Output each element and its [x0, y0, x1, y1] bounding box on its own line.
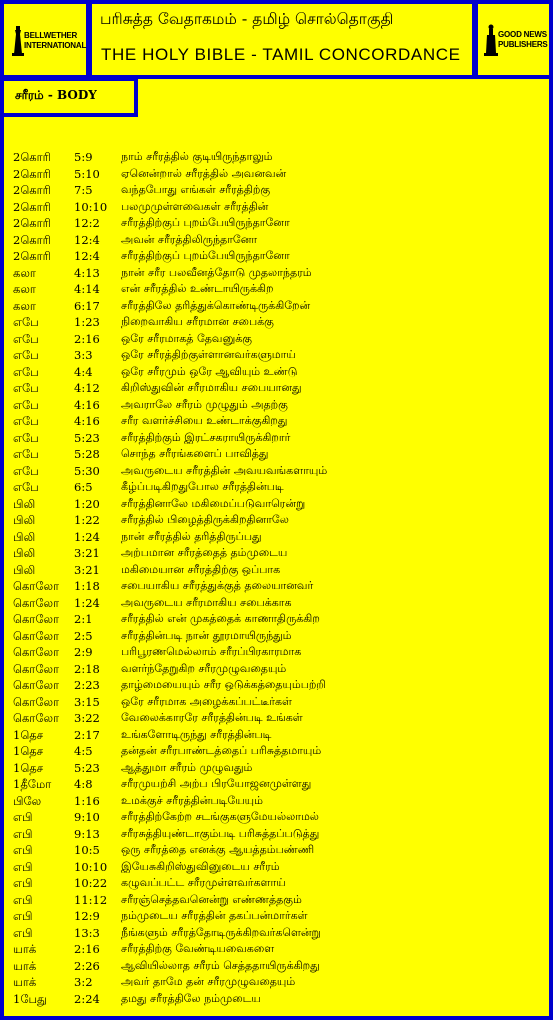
entry-text: வந்தபோது எங்கள் சரீரத்திற்கு: [121, 183, 271, 196]
entry-text: சரீரஞ்செத்தவனென்று எண்ணத்தகும்: [121, 892, 302, 906]
entry-text: சரீரத்தில் என் முகத்தைக் காணாதிருக்கிற: [121, 612, 320, 625]
bellwether-logo: [12, 26, 86, 56]
entry-reference: 2:1: [74, 612, 93, 626]
entry-reference: 4:16: [74, 397, 100, 412]
entry-text: நாம் சரீரத்தில் குடியிருந்தாலும்: [121, 150, 273, 163]
entry-text: அவருடைய சரீரமாகிய சபைக்காக: [121, 595, 292, 609]
entry-reference: 4:13: [74, 265, 100, 280]
entry-reference: 5:9: [74, 150, 93, 164]
entry-text: நம்முடைய சரீரத்தின் தகப்பன்மார்கள்: [121, 909, 308, 922]
entry-text: சரீரமுயற்சி அற்ப பிரயோஜனமுள்ளது: [121, 777, 312, 790]
entry-book: பிலி: [13, 546, 36, 560]
entry-book: எபே: [13, 480, 39, 494]
entry-text: தன்தன் சரீரபாண்டத்தைப் பரிசுத்தமாயும்: [121, 744, 322, 757]
entry-book: யாக்: [13, 958, 37, 973]
entry-reference: 1:18: [74, 579, 100, 593]
entry-text: ஒரு சரீரத்தை எனக்கு ஆயத்தம்பண்ணி: [121, 843, 315, 856]
entry-reference: 1:16: [74, 793, 100, 808]
entry-book: எபி: [13, 859, 33, 874]
entry-reference: 3:21: [74, 546, 100, 560]
entry-text: கழுவப்பட்ட சரீரமுள்ளவர்களாய்: [121, 876, 286, 889]
section-label: சரீரம் - BODY: [15, 88, 97, 102]
entry-book: பிலே: [13, 793, 42, 808]
publisher-left-line-2: INTERNATIONAL: [24, 41, 87, 50]
entry-reference: 3:2: [74, 975, 93, 989]
entry-reference: 5:28: [74, 447, 100, 461]
entry-text: நிறைவாகிய சரீரமான சபைக்கு: [121, 315, 274, 328]
entry-text: சரீரத்தினாலே மகிமைப்படுவாரென்று: [121, 496, 306, 510]
entry-text: சரீரத்திலே தரித்துக்கொண்டிருக்கிறேன்: [121, 298, 311, 312]
entry-reference: 11:12: [74, 892, 108, 907]
entry-reference: 12:4: [74, 232, 100, 247]
entry-reference: 1:20: [74, 496, 100, 511]
entry-book: கொலோ: [13, 661, 60, 676]
entry-book: பிலி: [13, 562, 36, 577]
entry-text: என் சரீரத்தில் உண்டாயிருக்கிற: [121, 282, 274, 295]
entry-text: சரீரத்திற்குப் புறம்பேயிருந்தானோ: [121, 249, 290, 262]
entry-book: எபி: [13, 810, 33, 824]
entry-book: 1தெச: [13, 727, 44, 742]
entry-text: சரீரத்தின்படி நான் தூரமாயிருந்தும்: [121, 628, 292, 642]
entry-reference: 4:14: [74, 282, 100, 296]
entry-reference: 4:8: [74, 777, 93, 791]
entry-text: ஒரே சரீரமும் ஒரே ஆவியும் உண்டு: [121, 364, 298, 378]
entry-reference: 10:10: [74, 859, 108, 874]
entry-text: சரீரத்தில் பிழைத்திருக்கிறதினாலே: [121, 513, 289, 526]
publisher-right-line-1: GOOD NEWS: [498, 30, 547, 39]
entry-text: ஆத்துமா சரீரம் முழுவதும்: [121, 760, 253, 774]
publisher-right-line-2: PUBLISHERS: [498, 40, 548, 49]
entry-book: யாக்: [13, 975, 37, 989]
publisher-left-line-1: BELLWETHER: [24, 31, 78, 40]
entry-book: எபே: [13, 430, 39, 445]
entry-reference: 2:24: [74, 991, 100, 1006]
entry-book: கொலோ: [13, 579, 60, 593]
entry-text: ஒரே சரீரமாகத் தேவனுக்கு: [121, 331, 252, 345]
entry-book: கலா: [13, 265, 36, 280]
entry-book: கொலோ: [13, 678, 60, 692]
entry-text: நான் சரீர பலவீனத்தோடு முதலாந்தரம்: [121, 265, 312, 279]
entry-reference: 3:22: [74, 711, 100, 725]
entry-book: 1தெச: [13, 744, 44, 758]
entry-text: அவராலே சரீரம் முழுதும் அதற்கு: [121, 397, 288, 411]
entry-book: கொலோ: [13, 628, 60, 643]
entry-book: எபே: [13, 348, 39, 362]
entry-book: எபே: [13, 397, 39, 412]
entry-reference: 1:24: [74, 529, 100, 544]
entry-reference: 7:5: [74, 183, 93, 197]
entry-reference: 2:17: [74, 727, 100, 742]
entry-reference: 2:9: [74, 645, 93, 659]
entry-text: ஆவியில்லாத சரீரம் செத்ததாயிருக்கிறது: [121, 958, 320, 972]
entry-book: எபே: [13, 364, 39, 379]
entry-book: கொலோ: [13, 595, 60, 610]
entry-text: ஒரே சரீரத்திற்குள்ளானவர்களுமாய்: [121, 348, 296, 361]
entry-reference: 12:2: [74, 216, 100, 230]
entry-reference: 5:30: [74, 463, 100, 478]
entry-book: எபி: [13, 892, 33, 907]
entry-reference: 13:3: [74, 925, 100, 940]
entry-book: எபே: [13, 331, 39, 346]
entry-text: சரீரத்திற்கும் இரட்சகராயிருக்கிறார்: [121, 430, 291, 444]
entry-book: எபி: [13, 876, 33, 890]
lamp-icon: [484, 24, 498, 56]
entry-reference: 2:18: [74, 661, 100, 676]
entry-reference: 3:21: [74, 562, 100, 577]
entry-reference: 1:23: [74, 315, 100, 329]
entry-text: கீழ்ப்படிகிறதுபோல சரீரத்தின்படி: [121, 480, 284, 493]
entry-reference: 10:22: [74, 876, 108, 890]
entry-text: சரீரத்திற்கு வேண்டியவைகளை: [121, 942, 275, 955]
entry-text: நீங்களும் சரீரத்தோடிருக்கிறவர்களென்று: [121, 925, 321, 939]
entry-book: எபே: [13, 463, 39, 478]
entry-book: 2கொரி: [13, 183, 51, 197]
entry-book: கொலோ: [13, 711, 60, 725]
entry-text: சபையாகிய சரீரத்துக்குத் தலையானவர்: [121, 579, 314, 592]
entry-reference: 3:3: [74, 348, 93, 362]
entry-text: அவருடைய சரீரத்தின் அவயவங்களாயும்: [121, 463, 328, 477]
entry-text: பலமுமுள்ளவைகள் சரீரத்தின்: [121, 199, 269, 213]
entry-reference: 2:16: [74, 331, 100, 346]
lighthouse-icon: [12, 26, 24, 56]
entry-text: தாழ்மையையும் சரீர ஒடுக்கத்தையும்பற்றி: [121, 678, 326, 691]
entry-book: எபே: [13, 447, 39, 461]
entry-reference: 2:23: [74, 678, 100, 692]
title-tamil: பரிசுத்த வேதாகமம் - தமிழ் சொல்தொகுதி: [100, 10, 394, 28]
entry-text: சரீர வளர்ச்சியை உண்டாக்குகிறது: [121, 414, 288, 427]
entry-text: வேலைக்காரரே சரீரத்தின்படி உங்கள்: [121, 711, 303, 724]
entry-book: எபி: [13, 843, 33, 857]
entry-book: 2கொரி: [13, 232, 51, 247]
entry-book: 2கொரி: [13, 199, 51, 214]
entry-reference: 6:17: [74, 298, 100, 313]
entry-book: எபி: [13, 925, 33, 940]
entry-book: எபே: [13, 381, 39, 395]
entry-text: சரீரத்திற்குப் புறம்பேயிருந்தானோ: [121, 216, 290, 229]
entry-book: கொலோ: [13, 694, 60, 709]
entry-book: 1பேது: [13, 991, 48, 1006]
entry-text: கிறிஸ்துவின் சரீரமாகிய சபையானது: [121, 381, 302, 394]
entry-book: பிலி: [13, 496, 36, 511]
entry-reference: 2:5: [74, 628, 93, 643]
entry-text: அவன் சரீரத்திலிருந்தானோ: [121, 232, 258, 246]
entry-text: தமது சரீரத்திலே நம்முடைய: [121, 991, 261, 1005]
entry-reference: 6:5: [74, 480, 93, 494]
entry-text: பரிபூரணமெல்லாம் சரீரப்பிரகாரமாக: [121, 645, 302, 658]
entry-reference: 4:5: [74, 744, 93, 758]
entry-book: எபே: [13, 414, 39, 428]
entry-book: எபி: [13, 909, 33, 923]
entry-reference: 4:16: [74, 414, 100, 428]
entry-book: 2கொரி: [13, 216, 51, 230]
entry-text: மகிமையான சரீரத்திற்கு ஒப்பாக: [121, 562, 281, 576]
entry-reference: 9:13: [74, 826, 100, 841]
entry-reference: 12:4: [74, 249, 100, 263]
entry-text: அற்பமான சரீரத்தைத் தம்முடைய: [121, 546, 288, 559]
entry-text: சரீரசுத்தியுண்டாகும்படி பரிசுத்தப்படுத்து: [121, 826, 320, 840]
entry-book: கொலோ: [13, 645, 60, 659]
entry-text: இயேசுகிறிஸ்துவினுடைய சரீரம்: [121, 859, 280, 873]
entry-reference: 1:22: [74, 513, 100, 527]
entry-reference: 4:12: [74, 381, 100, 395]
entry-book: பிலி: [13, 513, 36, 527]
entry-reference: 5:23: [74, 430, 100, 445]
entry-reference: 5:23: [74, 760, 100, 775]
entry-book: கொலோ: [13, 612, 60, 626]
entry-book: பிலி: [13, 529, 36, 544]
entry-reference: 2:26: [74, 958, 100, 973]
entry-text: சொந்த சரீரங்களைப் பாவித்து: [121, 447, 269, 460]
entry-reference: 3:15: [74, 694, 100, 709]
entry-book: எபே: [13, 315, 39, 329]
entry-text: சரீரத்திற்கேற்ற சடங்குகளுமேயல்லாமல்: [121, 810, 319, 823]
entry-text: ஏனென்றால் சரீரத்தில் அவனவன்: [121, 166, 287, 180]
entry-reference: 10:5: [74, 843, 100, 857]
entry-reference: 2:16: [74, 942, 100, 956]
entry-reference: 12:9: [74, 909, 100, 923]
entry-book: கலா: [13, 298, 36, 313]
entry-reference: 4:4: [74, 364, 93, 379]
entry-reference: 10:10: [74, 199, 108, 214]
entry-reference: 5:10: [74, 166, 100, 181]
goodnews-logo: [484, 24, 548, 56]
entry-text: அவர் தாமே தன் சரீரமுழுவதையும்: [121, 975, 296, 988]
entry-text: உமக்குச் சரீரத்தின்படியேயும்: [121, 793, 263, 807]
entry-book: 1தீமோ: [13, 777, 52, 791]
entry-reference: 9:10: [74, 810, 100, 824]
entry-book: கலா: [13, 282, 36, 296]
entry-book: 2கொரி: [13, 249, 51, 263]
entry-text: ஒரே சரீரமாக அழைக்கப்பட்டீர்கள்: [121, 694, 292, 708]
entry-reference: 1:24: [74, 595, 100, 610]
entry-book: 2கொரி: [13, 150, 51, 164]
title-english: THE HOLY BIBLE - TAMIL CONCORDANCE: [101, 45, 461, 64]
entry-book: எபி: [13, 826, 33, 841]
entry-text: வளர்ந்தேறுகிற சரீரமுழுவதையும்: [121, 661, 287, 675]
entry-book: 1தெச: [13, 760, 44, 775]
entry-text: உங்களோடிருந்து சரீரத்தின்படி: [121, 727, 272, 741]
entry-text: நான் சரீரத்தில் தரித்திருப்பது: [121, 529, 262, 543]
entry-book: 2கொரி: [13, 166, 51, 181]
entry-book: யாக்: [13, 942, 37, 956]
